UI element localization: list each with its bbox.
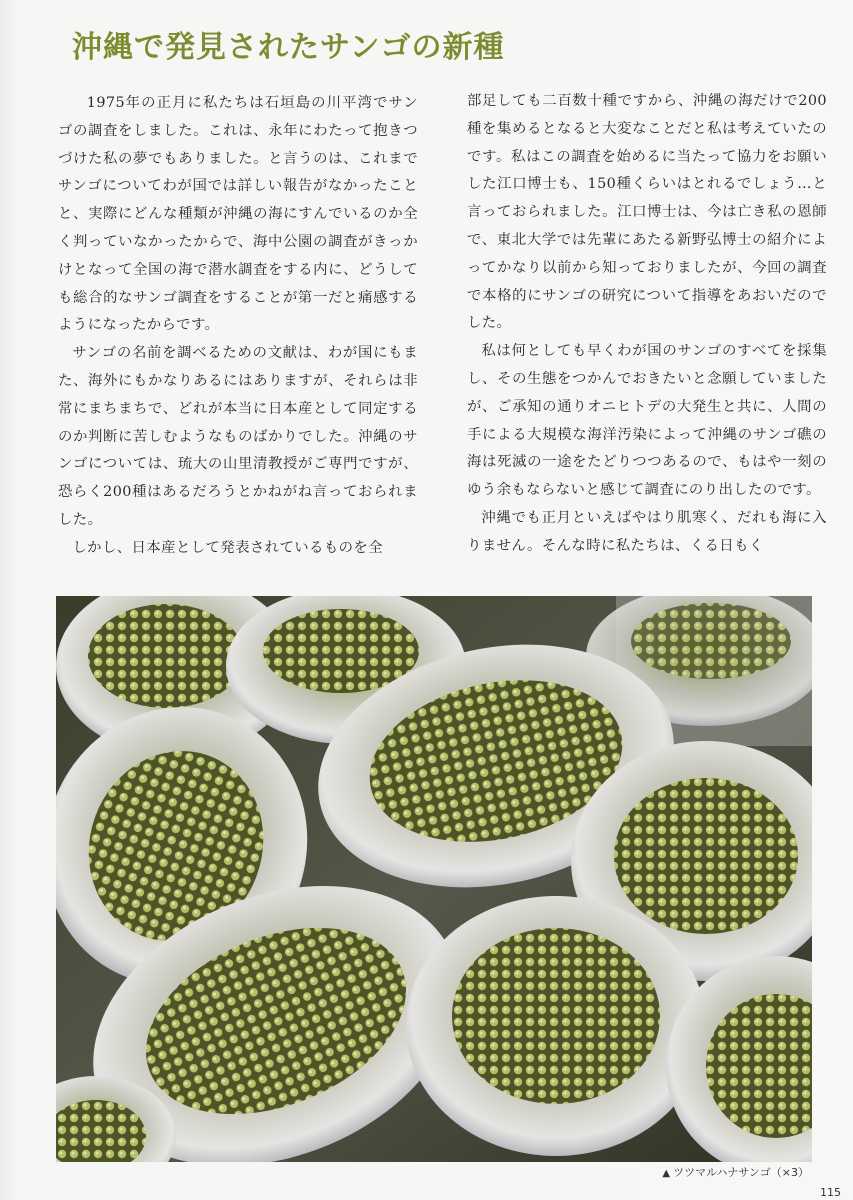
paragraph: 私は何としても早くわが国のサンゴのすべてを採集し、その生態をつかんでおきたいと念願していましたが、ご承知の通りオニヒトデの大発生と共に、人間の手による大規模な海洋汚染によって沖縄のサンゴ礁の海は死滅の一途をたどりつつあるので、もはや一刻のゆう余もならないと感じて調査にのり出したのです。 [467, 343, 827, 499]
right-column [467, 88, 827, 561]
coral-lobe [406, 896, 706, 1156]
paragraph: 沖縄でも正月といえばやはり肌寒く、だれも海に入りません。そんな時に私たちは、くる日もく [467, 509, 827, 554]
coral-photo-illustration [56, 596, 812, 1162]
page-title: 沖縄で発見されたサンゴの新種 [72, 30, 505, 65]
triangle-marker-icon: ▲ [662, 1168, 671, 1179]
caption-text: ツツマルハナサンゴ（×3） [673, 1166, 809, 1179]
coral-photo [56, 596, 812, 1162]
left-column [58, 90, 418, 563]
photo-caption [662, 1164, 809, 1180]
page-number: 115 [820, 1186, 841, 1199]
paragraph: 1975年の正月に私たちは石垣島の川平湾でサンゴの調査をしました。これは、永年にわたって抱きつづけた私の夢でもありました。と言うのは、これまでサンゴについてわが国では詳しい報告がなかったことと、実際にどんな種類が沖縄の海にすんでいるのか全く判っていなかったからで、海中公園の調査がきっかけとなって全国の海で潜水調査をする内に、どうしても総合的なサンゴ調査をすることが第一だと痛感するようになったからです。 [58, 95, 418, 334]
paragraph: しかし、日本産として発表されているものを全 [72, 539, 383, 556]
paragraph: 部足しても二百数十種ですから、沖縄の海だけで200種を集めるとなると大変なことだと私は考えていたのです。私はこの調査を始めるに当たって協力をお願いした江口博士も、150種くらいはとれるでしょう…と言っておられました。江口博士は、今は亡き私の恩師で、東北大学では先輩にあたる新野弘博士の紹介によってかなり以前から知っておりましたが、今回の調査で本格的にサンゴの研究について指導をあおいだのでした。 [467, 93, 827, 332]
paragraph: サンゴの名前を調べるための文献は、わが国にもまた、海外にもかなりあるにはありますが、それらは非常にまちまちで、どれが本当に日本産として同定するのか判断に苦しむようなものばかりでした。沖縄のサンゴについては、琉大の山里清教授がご専門ですが、恐らく200種はあるだろうとかねがね言っておられました。 [58, 345, 418, 528]
